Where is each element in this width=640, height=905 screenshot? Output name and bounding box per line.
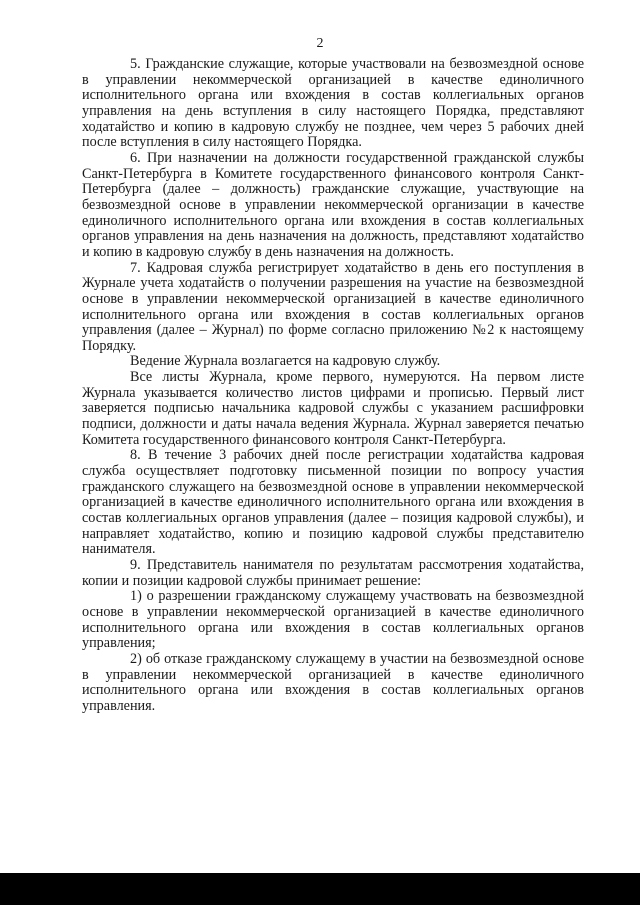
paragraph-7: 7. Кадровая служба регистрирует ходатайство в день его поступления в Журнале учета ходатайств о получении разрешения на участие на безвозмездной основе в управлении некоммерческой организацией в качестве единоличного исполнительного органа или вхождения в состав коллегиальных органов управления (далее – Журнал) по форме согласно приложению №2 к настоящему Порядку.	[82, 259, 584, 354]
paragraph-5: 5. Гражданские служащие, которые участвовали на безвозмездной основе в управлении некоммерческой организацией в качестве единоличного исполнительного органа или вхождения в состав коллегиальных органов управления на день вступления в силу настоящего Порядка, представляют ходатайство и копию в кадровую службу не позднее, чем через 5 рабочих дней после вступления в силу настоящего Порядка.	[82, 56, 584, 151]
paragraph-journal-keeping: Ведение Журнала возлагается на кадровую службу.	[130, 353, 441, 370]
document-body	[82, 57, 584, 715]
paragraph-8: 8. В течение 3 рабочих дней после регистрации ходатайства кадровая служба осуществляет подготовку письменной позиции по вопросу участия гражданского служащего на безвозмездной основе в управлении некоммерческой организацией в качестве единоличного исполнительного органа или вхождения в состав коллегиальных органов управления (далее – позиция кадровой службы), и направляет ходатайство, копию и позицию кадровой службы представителю нанимателя.	[82, 447, 584, 558]
paragraph-journal-pages: Все листы Журнала, кроме первого, нумеруются. На первом листе Журнала указывается количество листов цифрами и прописью. Первый лист заверяется подписью начальника кадровой службы с указанием расшифровки подписи, должности и даты начала ведения Журнала. Журнал заверяется печатью Комитета государственного финансового контроля Санкт-Петербурга.	[82, 369, 584, 448]
paragraph-9: 9. Представитель нанимателя по результатам рассмотрения ходатайства, копии и позиции кадровой службы принимает решение:	[82, 557, 584, 589]
page-number: 2	[316, 36, 324, 51]
scan-border	[0, 873, 640, 905]
paragraph-9-item-1: 1) о разрешении гражданскому служащему участвовать на безвозмездной основе в управлении некоммерческой организацией в качестве единоличного исполнительного органа или вхождения в состав коллегиальных органов управления;	[82, 588, 584, 652]
paragraph-6: 6. При назначении на должности государственной гражданской службы Санкт-Петербурга в Комитете государственного финансового контроля Санкт-Петербурга (далее – должность) гражданские служащие, участвующие на безвозмездной основе в управлении некоммерческой организации в качестве единоличного исполнительного органа или вхождения в состав коллегиальных органов управления на день назначения на должность, представляют ходатайство и копию в кадровую службу в день назначения на должность.	[82, 149, 584, 260]
paragraph-9-item-2: 2) об отказе гражданскому служащему в участии на безвозмездной основе в управлении некоммерческой организацией в качестве единоличного исполнительного органа или вхождения в состав коллегиальных органов управления.	[82, 650, 584, 714]
